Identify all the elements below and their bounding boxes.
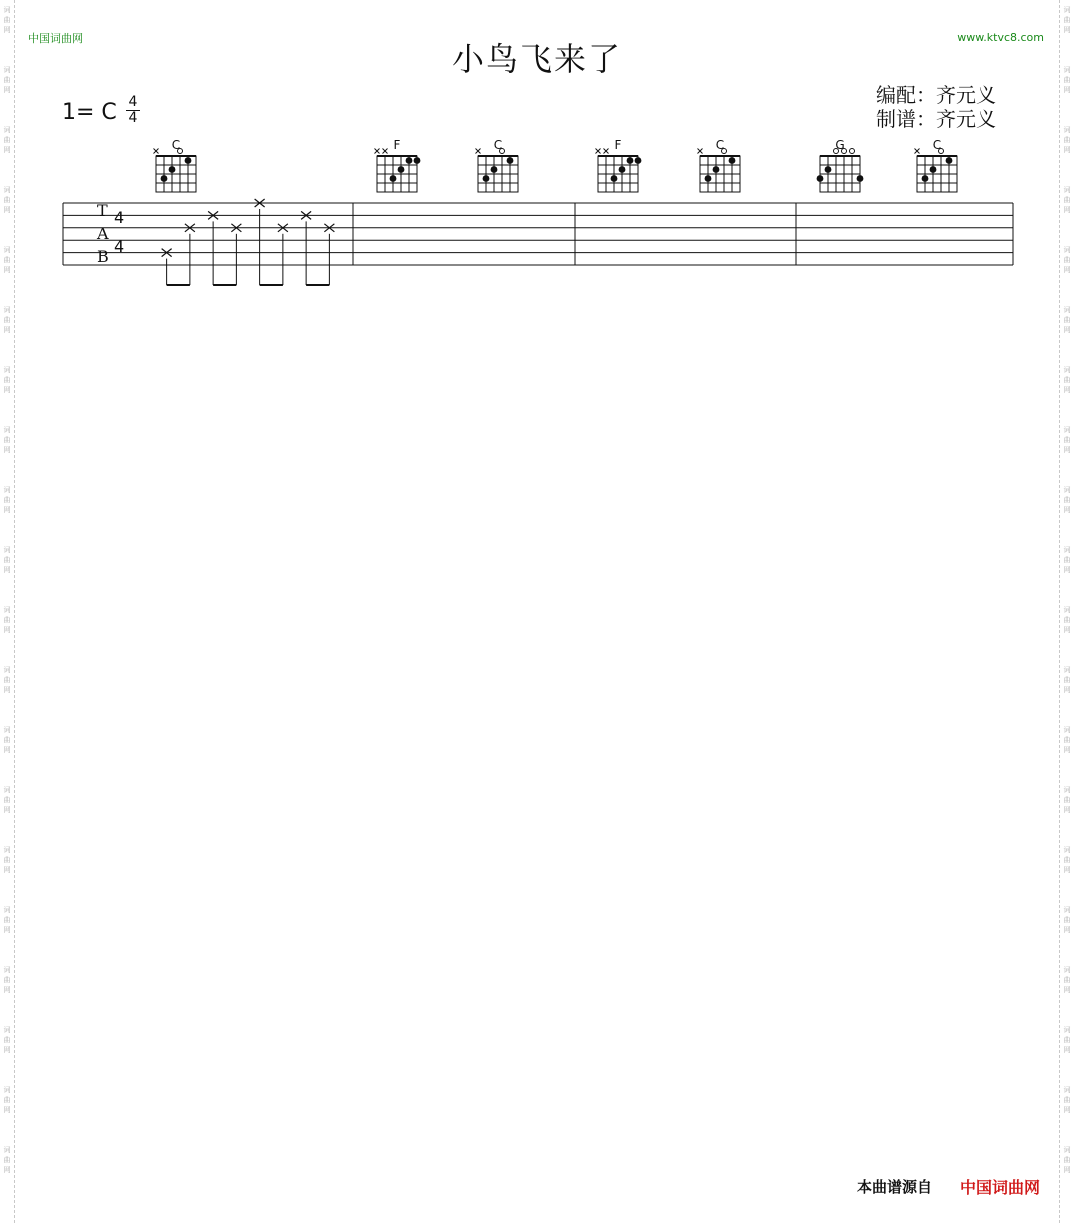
watermark-glyph: 词 bbox=[3, 1146, 11, 1154]
watermark-glyph: 曲 bbox=[3, 136, 11, 144]
watermark-glyph: 网 bbox=[3, 1106, 11, 1114]
watermark-glyph: 曲 bbox=[3, 76, 11, 84]
watermark-glyph: 网 bbox=[1063, 326, 1071, 334]
watermark-glyph: 网 bbox=[3, 1166, 11, 1174]
chord-finger-dot bbox=[930, 166, 937, 173]
watermark-glyph: 曲 bbox=[1063, 436, 1071, 444]
watermark-glyph: 曲 bbox=[1063, 196, 1071, 204]
transcriber-credit: 制谱：齐元义 bbox=[876, 107, 996, 131]
watermark-glyph: 网 bbox=[3, 386, 11, 394]
chord-finger-dot bbox=[635, 157, 642, 164]
tab-time-sig-top: 4 bbox=[114, 208, 125, 227]
watermark-glyph: 曲 bbox=[3, 1036, 11, 1044]
watermark-glyph: 词 bbox=[1063, 246, 1071, 254]
watermark-glyph: 曲 bbox=[3, 676, 11, 684]
chord-finger-dot bbox=[414, 157, 421, 164]
watermark-glyph: 词 bbox=[1063, 426, 1071, 434]
chord-finger-dot bbox=[825, 166, 832, 173]
watermark-glyph: 词 bbox=[3, 186, 11, 194]
watermark-glyph: 词 bbox=[1063, 306, 1071, 314]
watermark-glyph: 曲 bbox=[3, 796, 11, 804]
watermark-glyph: 词 bbox=[3, 66, 11, 74]
watermark-glyph: 词 bbox=[1063, 906, 1071, 914]
watermark-glyph: 曲 bbox=[1063, 256, 1071, 264]
watermark-glyph: 曲 bbox=[1063, 376, 1071, 384]
time-sig-bottom: 4 bbox=[126, 110, 140, 126]
watermark-glyph: 网 bbox=[1063, 566, 1071, 574]
chord-finger-dot bbox=[161, 175, 168, 182]
chord-name: C bbox=[715, 138, 725, 152]
chord-name: G bbox=[835, 138, 845, 152]
watermark-glyph: 曲 bbox=[3, 976, 11, 984]
watermark-glyph: 词 bbox=[3, 726, 11, 734]
song-title: 小鸟飞来了 bbox=[451, 40, 622, 78]
watermark-glyph: 曲 bbox=[3, 616, 11, 624]
watermark-glyph: 词 bbox=[1063, 546, 1071, 554]
watermark-glyph: 网 bbox=[1063, 146, 1071, 154]
watermark-glyph: 网 bbox=[1063, 806, 1071, 814]
watermark-glyph: 词 bbox=[1063, 666, 1071, 674]
watermark-glyph: 网 bbox=[3, 326, 11, 334]
chord-finger-dot bbox=[922, 175, 929, 182]
watermark-glyph: 词 bbox=[1063, 126, 1071, 134]
watermark-glyph: 词 bbox=[1063, 726, 1071, 734]
watermark-glyph: 曲 bbox=[1063, 616, 1071, 624]
watermark-glyph: 网 bbox=[3, 626, 11, 634]
chord-finger-dot bbox=[627, 157, 634, 164]
tab-time-sig-bottom: 4 bbox=[114, 237, 125, 256]
watermark-glyph: 词 bbox=[1063, 366, 1071, 374]
watermark-glyph: 词 bbox=[1063, 846, 1071, 854]
watermark-glyph: 网 bbox=[1063, 206, 1071, 214]
watermark-glyph: 词 bbox=[3, 366, 11, 374]
watermark-glyph: 词 bbox=[1063, 1086, 1071, 1094]
chord-finger-dot bbox=[713, 166, 720, 173]
watermark-glyph: 曲 bbox=[3, 1096, 11, 1104]
watermark-glyph: 词 bbox=[1063, 486, 1071, 494]
watermark-glyph: 曲 bbox=[1063, 316, 1071, 324]
watermark-glyph: 曲 bbox=[1063, 16, 1071, 24]
footer-source-site: 中国词曲网 bbox=[959, 1178, 1040, 1197]
watermark-glyph: 网 bbox=[1063, 506, 1071, 514]
watermark-glyph: 词 bbox=[1063, 1026, 1071, 1034]
chord-finger-dot bbox=[507, 157, 514, 164]
watermark-glyph: 词 bbox=[3, 306, 11, 314]
watermark-glyph: 词 bbox=[3, 546, 11, 554]
watermark-glyph: 网 bbox=[3, 866, 11, 874]
watermark-glyph: 曲 bbox=[3, 736, 11, 744]
watermark-glyph: 网 bbox=[3, 26, 11, 34]
watermark-glyph: 网 bbox=[1063, 686, 1071, 694]
chord-finger-dot bbox=[857, 175, 864, 182]
key-signature: 1= C bbox=[62, 100, 117, 125]
watermark-glyph: 词 bbox=[3, 786, 11, 794]
watermark-glyph: 曲 bbox=[3, 556, 11, 564]
watermark-glyph: 网 bbox=[1063, 1106, 1071, 1114]
chord-finger-dot bbox=[946, 157, 953, 164]
watermark-glyph: 网 bbox=[3, 86, 11, 94]
watermark-glyph: 曲 bbox=[3, 1156, 11, 1164]
watermark-glyph: 网 bbox=[1063, 986, 1071, 994]
watermark-glyph: 网 bbox=[1063, 926, 1071, 934]
watermark-glyph: 网 bbox=[1063, 26, 1071, 34]
watermark-glyph: 曲 bbox=[1063, 916, 1071, 924]
watermark-glyph: 网 bbox=[3, 266, 11, 274]
watermark-glyph: 网 bbox=[3, 566, 11, 574]
watermark-glyph: 网 bbox=[3, 1046, 11, 1054]
watermark-glyph: 网 bbox=[3, 446, 11, 454]
watermark-glyph: 网 bbox=[1063, 266, 1071, 274]
tab-clef-letter: B bbox=[97, 247, 109, 266]
watermark-glyph: 曲 bbox=[1063, 136, 1071, 144]
watermark-glyph: 曲 bbox=[1063, 1036, 1071, 1044]
watermark-glyph: 网 bbox=[3, 686, 11, 694]
watermark-glyph: 网 bbox=[3, 506, 11, 514]
chord-finger-dot bbox=[619, 166, 626, 173]
chord-name: F bbox=[614, 138, 622, 152]
watermark-glyph: 曲 bbox=[3, 856, 11, 864]
chord-finger-dot bbox=[705, 175, 712, 182]
watermark-glyph: 曲 bbox=[3, 16, 11, 24]
chord-finger-dot bbox=[491, 166, 498, 173]
chord-finger-dot bbox=[406, 157, 413, 164]
footer-source-label: 本曲谱源自 bbox=[856, 1178, 932, 1196]
watermark-glyph: 词 bbox=[3, 606, 11, 614]
chord-finger-dot bbox=[611, 175, 618, 182]
watermark-glyph: 词 bbox=[1063, 786, 1071, 794]
watermark-glyph: 词 bbox=[1063, 66, 1071, 74]
chord-finger-dot bbox=[169, 166, 176, 173]
watermark-glyph: 词 bbox=[3, 906, 11, 914]
chord-finger-dot bbox=[729, 157, 736, 164]
watermark-glyph: 网 bbox=[1063, 626, 1071, 634]
watermark-glyph: 网 bbox=[3, 206, 11, 214]
site-url-right: www.ktvc8.com bbox=[957, 31, 1044, 44]
chord-finger-dot bbox=[483, 175, 490, 182]
watermark-glyph: 曲 bbox=[3, 316, 11, 324]
watermark-glyph: 词 bbox=[3, 1026, 11, 1034]
watermark-glyph: 词 bbox=[1063, 966, 1071, 974]
watermark-glyph: 曲 bbox=[1063, 1096, 1071, 1104]
watermark-glyph: 词 bbox=[3, 246, 11, 254]
watermark-glyph: 曲 bbox=[1063, 496, 1071, 504]
watermark-glyph: 词 bbox=[3, 6, 11, 14]
chord-name: C bbox=[932, 138, 942, 152]
watermark-glyph: 曲 bbox=[3, 256, 11, 264]
watermark-glyph: 网 bbox=[3, 146, 11, 154]
time-sig-top: 4 bbox=[128, 94, 138, 110]
watermark-glyph: 网 bbox=[1063, 446, 1071, 454]
watermark-glyph: 曲 bbox=[3, 916, 11, 924]
watermark-glyph: 词 bbox=[3, 666, 11, 674]
watermark-glyph: 曲 bbox=[1063, 676, 1071, 684]
watermark-glyph: 曲 bbox=[1063, 976, 1071, 984]
watermark-glyph: 曲 bbox=[1063, 1156, 1071, 1164]
watermark-glyph: 词 bbox=[3, 486, 11, 494]
watermark-glyph: 词 bbox=[3, 966, 11, 974]
watermark-glyph: 曲 bbox=[3, 436, 11, 444]
watermark-glyph: 曲 bbox=[3, 496, 11, 504]
site-name-left: 中国词曲网 bbox=[28, 32, 83, 45]
watermark-glyph: 网 bbox=[1063, 866, 1071, 874]
watermark-glyph: 网 bbox=[1063, 86, 1071, 94]
watermark-glyph: 网 bbox=[1063, 746, 1071, 754]
chord-finger-dot bbox=[185, 157, 192, 164]
tab-clef-letter: T bbox=[97, 201, 108, 220]
watermark-glyph: 词 bbox=[3, 1086, 11, 1094]
watermark-glyph: 网 bbox=[3, 986, 11, 994]
chord-name: F bbox=[393, 138, 401, 152]
watermark-glyph: 曲 bbox=[1063, 556, 1071, 564]
tab-clef-letter: A bbox=[97, 224, 109, 243]
watermark-glyph: 网 bbox=[1063, 386, 1071, 394]
chord-finger-dot bbox=[817, 175, 824, 182]
watermark-glyph: 网 bbox=[3, 926, 11, 934]
watermark-glyph: 曲 bbox=[3, 196, 11, 204]
watermark-glyph: 网 bbox=[3, 746, 11, 754]
watermark-glyph: 曲 bbox=[1063, 796, 1071, 804]
watermark-glyph: 词 bbox=[1063, 1146, 1071, 1154]
watermark-glyph: 曲 bbox=[1063, 76, 1071, 84]
watermark-glyph: 词 bbox=[1063, 606, 1071, 614]
watermark-glyph: 词 bbox=[3, 126, 11, 134]
watermark-glyph: 网 bbox=[1063, 1046, 1071, 1054]
watermark-glyph: 词 bbox=[3, 426, 11, 434]
watermark-glyph: 曲 bbox=[3, 376, 11, 384]
chord-finger-dot bbox=[398, 166, 405, 173]
arranger-credit: 编配：齐元义 bbox=[876, 83, 996, 107]
watermark-glyph: 词 bbox=[1063, 186, 1071, 194]
watermark-glyph: 词 bbox=[1063, 6, 1071, 14]
watermark-glyph: 曲 bbox=[1063, 736, 1071, 744]
watermark-glyph: 网 bbox=[1063, 1166, 1071, 1174]
chord-name: C bbox=[171, 138, 181, 152]
watermark-glyph: 曲 bbox=[1063, 856, 1071, 864]
watermark-glyph: 词 bbox=[3, 846, 11, 854]
chord-name: C bbox=[493, 138, 503, 152]
chord-finger-dot bbox=[390, 175, 397, 182]
watermark-glyph: 网 bbox=[3, 806, 11, 814]
